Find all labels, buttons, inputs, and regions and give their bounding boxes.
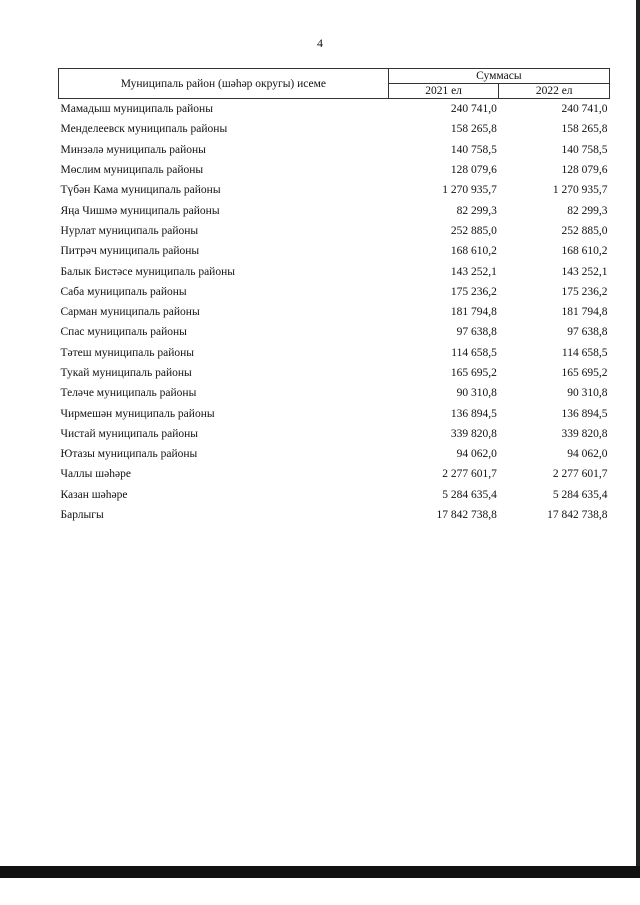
value-2021: 339 820,8 xyxy=(450,427,497,440)
table-row xyxy=(59,363,610,383)
table-row xyxy=(59,464,610,484)
value-2021: 2 277 601,7 xyxy=(442,468,497,481)
value-2022: 168 610,2 xyxy=(561,245,608,258)
district-name: Питрәч муниципаль районы xyxy=(60,245,200,258)
value-2022: 17 842 738,8 xyxy=(547,509,608,522)
value-2022: 114 658,5 xyxy=(561,346,608,359)
value-2022: 5 284 635,4 xyxy=(552,488,608,501)
district-name: Казан шәһәре xyxy=(60,488,128,501)
value-2022: 181 794,8 xyxy=(561,306,608,319)
district-name: Яңа Чишмә муниципаль районы xyxy=(60,204,220,217)
district-name: Ютазы муниципаль районы xyxy=(60,448,198,461)
table-row xyxy=(59,383,610,403)
header-year-2022: 2022 ел xyxy=(499,84,610,99)
value-2021: 158 265,8 xyxy=(450,123,497,136)
value-2022: 1 270 935,7 xyxy=(552,184,608,197)
value-2022: 136 894,5 xyxy=(561,407,608,420)
district-name: Менделеевск муниципаль районы xyxy=(60,123,228,136)
district-name: Чистай муниципаль районы xyxy=(60,427,199,440)
district-name: Мөслим муниципаль районы xyxy=(60,164,204,177)
table-row xyxy=(59,180,610,200)
table-row xyxy=(59,241,610,261)
district-name: Түбән Кама муниципаль районы xyxy=(60,184,221,197)
value-2022: 97 638,8 xyxy=(567,326,608,339)
value-2022: 252 885,0 xyxy=(561,224,608,237)
table-row xyxy=(59,160,610,180)
table-row xyxy=(59,424,610,444)
district-name: Сарман муниципаль районы xyxy=(60,306,200,319)
value-2022: 140 758,5 xyxy=(561,143,608,156)
value-2022: 240 741,0 xyxy=(561,103,608,116)
header-sum: Суммасы xyxy=(388,69,609,84)
district-name: Мамадыш муниципаль районы xyxy=(60,103,213,116)
district-name: Спас муниципаль районы xyxy=(60,326,187,339)
district-name: Барлыгы xyxy=(60,509,104,522)
page-number: 4 xyxy=(317,36,323,50)
table-row xyxy=(59,444,610,464)
table-row xyxy=(59,119,610,139)
district-name: Саба муниципаль районы xyxy=(60,285,187,298)
value-2021: 136 894,5 xyxy=(450,407,497,420)
value-2022: 143 252,1 xyxy=(561,265,608,278)
district-name: Чирмешән муниципаль районы xyxy=(60,407,215,420)
value-2021: 175 236,2 xyxy=(450,285,497,298)
table-row xyxy=(59,485,610,505)
value-2022: 2 277 601,7 xyxy=(552,468,608,481)
scan-edge-bottom xyxy=(0,866,640,878)
value-2021: 140 758,5 xyxy=(450,143,497,156)
value-2021: 1 270 935,7 xyxy=(442,184,497,197)
table-row xyxy=(59,261,610,281)
budget-table xyxy=(58,68,610,525)
value-2022: 94 062,0 xyxy=(567,448,608,461)
value-2021: 168 610,2 xyxy=(450,245,497,258)
value-2021: 143 252,1 xyxy=(450,265,497,278)
table-row xyxy=(59,302,610,322)
value-2022: 339 820,8 xyxy=(561,427,608,440)
district-name: Нурлат муниципаль районы xyxy=(60,224,199,237)
table-row xyxy=(59,282,610,302)
district-name: Теләче муниципаль районы xyxy=(60,387,197,400)
value-2021: 5 284 635,4 xyxy=(442,488,497,501)
value-2022: 175 236,2 xyxy=(561,285,608,298)
scan-edge-right xyxy=(636,0,640,878)
district-name: Минзәлә муниципаль районы xyxy=(60,143,206,156)
table-header-row xyxy=(59,69,610,84)
district-name: Тукай муниципаль районы xyxy=(60,367,192,379)
table-row xyxy=(59,505,610,525)
value-2021: 82 299,3 xyxy=(456,204,497,217)
header-name: Муниципаль район (шәһәр округы) исеме xyxy=(59,69,389,99)
value-2021: 128 079,6 xyxy=(450,164,497,177)
value-2022: 82 299,3 xyxy=(567,204,608,217)
value-2021: 17 842 738,8 xyxy=(436,509,497,522)
value-2021: 97 638,8 xyxy=(456,326,497,339)
table-row xyxy=(59,403,610,423)
table-row xyxy=(59,140,610,160)
value-2021: 90 310,8 xyxy=(456,387,497,400)
district-name: Балык Бистәсе муниципаль районы xyxy=(60,265,235,278)
table-row xyxy=(59,200,610,220)
district-name: Чаллы шәһәре xyxy=(60,468,131,481)
value-2022: 165 695,2 xyxy=(561,367,608,379)
header-year-2021: 2021 ел xyxy=(388,84,499,99)
value-2022: 128 079,6 xyxy=(561,164,608,177)
value-2021: 181 794,8 xyxy=(450,306,497,319)
value-2021: 165 695,2 xyxy=(450,367,497,379)
table-row xyxy=(59,221,610,241)
table-row xyxy=(59,322,610,342)
table-row xyxy=(59,99,610,120)
value-2021: 114 658,5 xyxy=(451,346,497,359)
value-2021: 94 062,0 xyxy=(456,448,497,461)
value-2022: 90 310,8 xyxy=(567,387,608,400)
value-2022: 158 265,8 xyxy=(561,123,608,136)
table-body xyxy=(59,99,610,526)
value-2021: 240 741,0 xyxy=(450,103,497,116)
district-name: Тәтеш муниципаль районы xyxy=(60,346,194,359)
value-2021: 252 885,0 xyxy=(450,224,497,237)
table-row xyxy=(59,343,610,363)
